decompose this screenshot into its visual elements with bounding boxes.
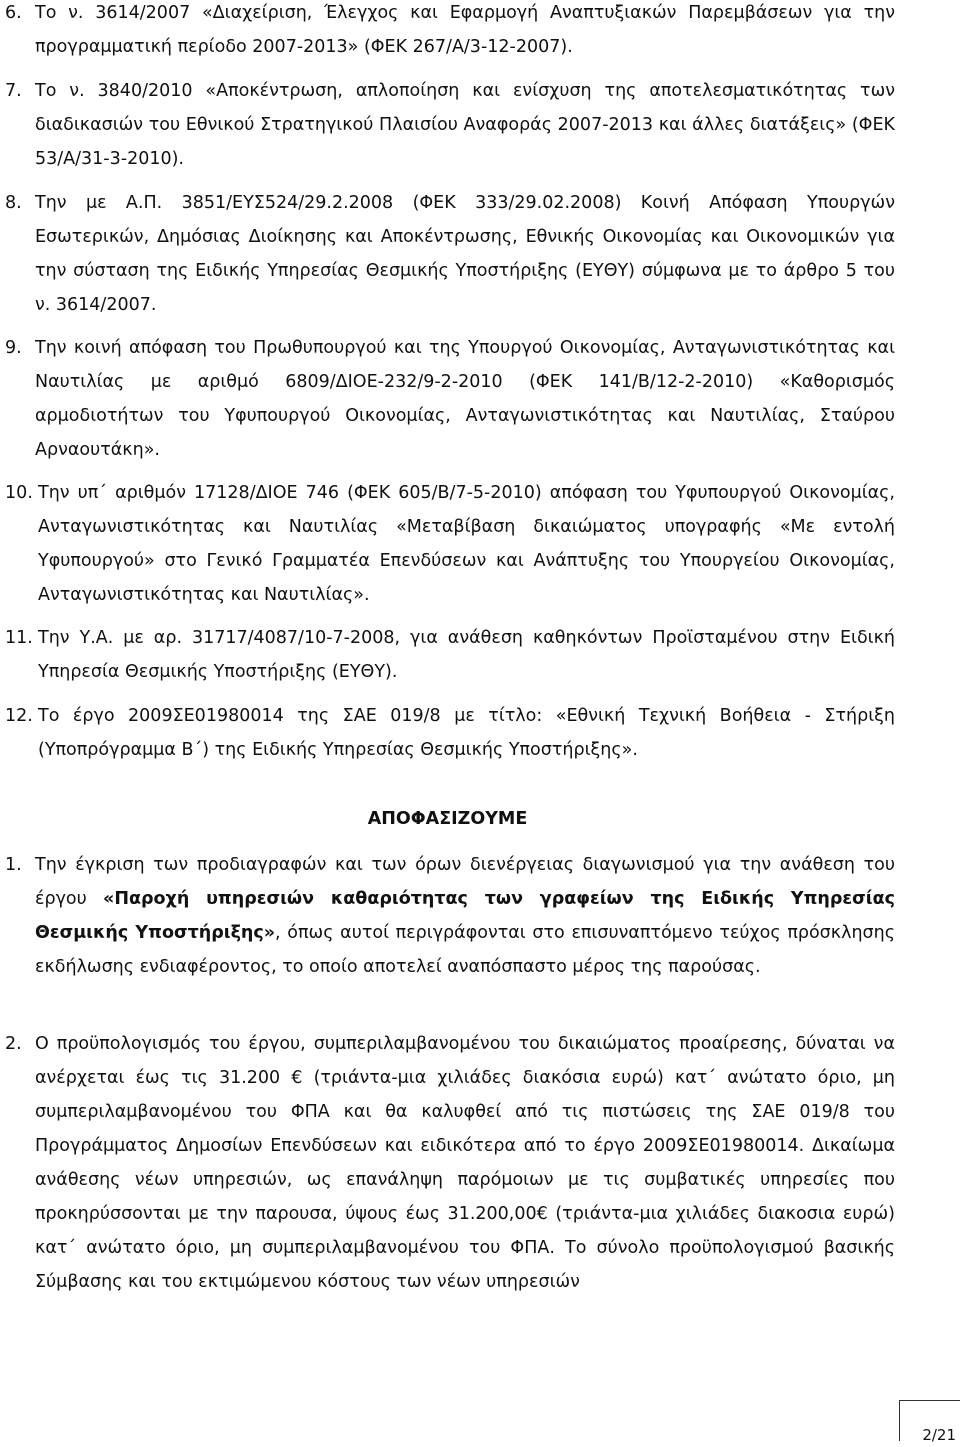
item-number: 9. (5, 338, 22, 358)
item-number: 7. (5, 81, 22, 101)
list-item (5, 74, 895, 176)
item-number: 8. (5, 193, 22, 213)
list-item (5, 186, 895, 322)
item-text: Την Υ.Α. με αρ. 31717/4087/10-7-2008, για ανάθεση καθηκόντων Προϊσταμένου στην Ειδική Υπηρεσία Θεσμικής Υποστήριξης (ΕΥΘΥ). (38, 628, 895, 682)
item-text: Την με Α.Π. 3851/ΕΥΣ524/29.2.2008 (ΦΕΚ 333/29.02.2008) Κοινή Απόφαση Υπουργών Εσωτερικών, Δημόσιας Διοίκησης και Αποκέντρωσης, Εθνικής Οικονομίας και Οικονομικών για την σύσταση της Ειδικής Υπηρεσίας Θεσμικής Υποστήριξης (ΕΥΘΥ) σύμφωνα με το άρθρο 5 του ν. 3614/2007. (35, 193, 895, 315)
list-item (5, 699, 895, 767)
item-text-before: Την έγκριση των προδιαγραφών και των όρων διενέργειας διαγωνισμού για την ανάθεση του έργου (35, 855, 895, 909)
decision-item (5, 1027, 895, 1299)
decision-item (5, 848, 895, 984)
item-number: 11. (5, 628, 33, 648)
page-number: 2/21 (922, 1426, 956, 1444)
list-item (5, 0, 895, 64)
item-text: Την κοινή απόφαση του Πρωθυπουργού και της Υπουργού Οικονομίας, Ανταγωνιστικότητας και Ναυτιλίας με αριθμό 6809/ΔΙΟΕ-232/9-2-2010 (ΦΕΚ 141/Β/12-2-2010) «Καθορισμός αρμοδιοτήτων του Υφυπουργού Οικονομίας, Ανταγωνιστικότητας και Ναυτιλίας, Σταύρου Αρναουτάκη». (35, 338, 895, 460)
list-item (5, 476, 895, 612)
item-text: Την υπ΄ αριθμόν 17128/ΔΙΟΕ 746 (ΦΕΚ 605/Β/7-5-2010) απόφαση του Υφυπουργού Οικονομίας, Ανταγωνιστικότητας και Ναυτιλίας «Μεταβίβαση δικαιώματος υπογραφής «Με εντολή Υφυπουργού» στο Γενικό Γραμματέα Επενδύσεων και Ανάπτυξης του Υπουργείου Οικονομίας, Ανταγωνιστικότητας και Ναυτιλίας». (38, 483, 895, 605)
item-text: Το ν. 3614/2007 «Διαχείριση, Έλεγχος και Εφαρμογή Αναπτυξιακών Παρεμβάσεων για την προγραμματική περίοδο 2007-2013» (ΦΕΚ 267/Α/3-12-2007). (35, 3, 895, 57)
item-text (35, 848, 895, 984)
item-number: 10. (5, 483, 33, 503)
item-number: 1. (5, 855, 22, 875)
item-text: Το έργο 2009ΣΕ01980014 της ΣΑΕ 019/8 με τίτλο: «Εθνική Τεχνική Βοήθεια - Στήριξη (Υποπρόγραμμα Β΄) της Ειδικής Υπηρεσίας Θεσμικής Υποστήριξης». (38, 706, 895, 760)
list-item (5, 331, 895, 467)
item-text-after: , όπως αυτοί περιγράφονται στο επισυναπτόμενο τεύχος πρόσκλησης εκδήλωσης ενδιαφέροντος, το οποίο αποτελεί αναπόσπαστο μέρος της παρούσας. (35, 923, 895, 977)
list-item (5, 621, 895, 689)
item-number: 12. (5, 706, 33, 726)
item-text: Το ν. 3840/2010 «Αποκέντρωση, απλοποίηση και ενίσχυση της αποτελεσματικότητας των διαδικασιών του Εθνικού Στρατηγικού Πλαισίου Αναφοράς 2007-2013 και άλλες διατάξεις» (ΦΕΚ 53/Α/31-3-2010). (35, 81, 895, 169)
item-number: 6. (5, 3, 22, 23)
item-number: 2. (5, 1034, 22, 1054)
item-text: Ο προϋπολογισμός του έργου, συμπεριλαμβανομένου του δικαιώματος προαίρεσης, δύναται να ανέρχεται έως τις 31.200 € (τριάντα-μια χιλιάδες διακόσια ευρώ) κατ΄ ανώτατο όριο, μη συμπεριλαμβανομένου του ΦΠΑ και θα καλυφθεί από τις πιστώσεις της ΣΑΕ 019/8 του Προγράμματος Δημοσίων Επενδύσεων και ειδικότερα από το έργο 2009ΣΕ01980014. Δικαίωμα ανάθεσης νέων υπηρεσιών, ως επανάληψη παρόμοιων με τις συμβατικές υπηρεσίες που προκηρύσσονται με την παρουσα, ύψους έως 31.200,00€ (τριάντα-μια χιλιάδες διακοσια ευρώ) κατ΄ ανώτατο όριο, μη συμπεριλαμβανομένου του ΦΠΑ. Το σύνολο προϋπολογισμού βασικής Σύμβασης και του εκτιμώμενου κόστους των νέων υπηρεσιών (35, 1034, 895, 1292)
project-title: «Παροχή υπηρεσιών καθαριότητας των γραφείων της Ειδικής Υπηρεσίας Θεσμικής Υποστήριξης» (35, 889, 895, 943)
decision-heading: ΑΠΟΦΑΣΙΖΟΥΜΕ (367, 809, 528, 829)
